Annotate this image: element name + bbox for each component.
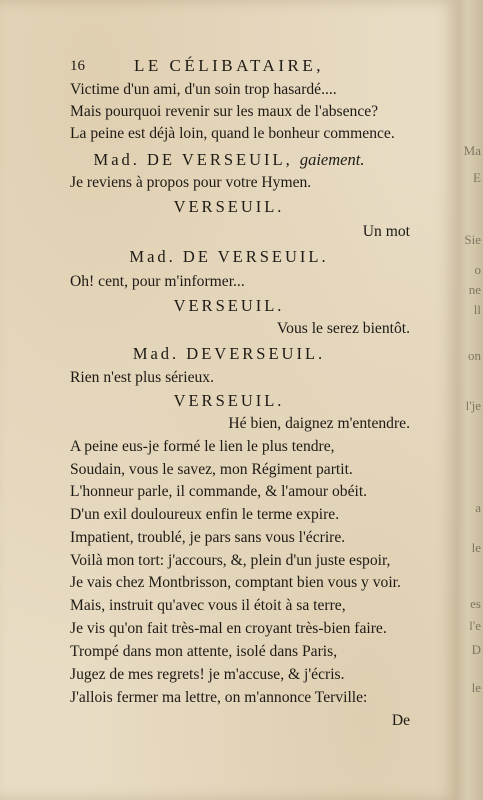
verse-line: Mais, instruit qu'avec vous il étoit à sa terre, bbox=[70, 597, 346, 614]
facing-page-fragment: D bbox=[471, 642, 481, 657]
verse-line: Trompé dans mon attente, isolé dans Paris, bbox=[70, 643, 338, 660]
verse-line: D'un exil douloureux enfin le terme expire. bbox=[70, 506, 340, 523]
running-title: LE CÉLIBATAIRE, bbox=[134, 56, 324, 75]
facing-page-fragment: le bbox=[471, 680, 481, 695]
page-number: 16 bbox=[70, 58, 85, 74]
speaker-heading: VERSEUIL. bbox=[173, 296, 285, 315]
verse-line: A peine eus-je formé le lien le plus tendre, bbox=[70, 438, 335, 455]
facing-page-fragment: on bbox=[468, 348, 481, 363]
verse-line: Hé bien, daignez m'entendre. bbox=[228, 415, 410, 432]
verse-line: Jugez de mes regrets! je m'accuse, & j'écris. bbox=[70, 666, 345, 683]
speaker-heading: VERSEUIL. bbox=[173, 197, 285, 216]
verse-line: Soudain, vous le savez, mon Régiment partit. bbox=[70, 461, 353, 478]
verse-line: Rien n'est plus sérieux. bbox=[70, 369, 214, 386]
verse-line: Oh! cent, pour m'informer... bbox=[70, 273, 245, 290]
facing-page-fragment: o bbox=[474, 262, 481, 277]
facing-page-fragment: le bbox=[471, 540, 481, 555]
verse-line: Victime d'un ami, d'un soin trop hasardé.... bbox=[70, 81, 337, 98]
facing-page-fragment: ll bbox=[473, 302, 481, 317]
verse-line: Mais pourquoi revenir sur les maux de l'absence? bbox=[70, 103, 379, 120]
speaker-heading bbox=[0, 150, 458, 170]
facing-page-fragment: l'je bbox=[465, 398, 481, 413]
speaker-heading: VERSEUIL. bbox=[173, 391, 285, 410]
verse-line: Je vais chez Montbrisson, comptant bien vous y voir. bbox=[70, 574, 401, 591]
facing-page-fragment: es bbox=[470, 596, 481, 611]
verse-line: J'allois fermer ma lettre, on m'annonce Terville: bbox=[70, 689, 368, 706]
facing-page-fragment: Sie bbox=[464, 232, 481, 247]
speaker-heading: Mad. DEVERSEUIL. bbox=[132, 344, 326, 363]
verse-line: Vous le serez bientôt. bbox=[276, 320, 410, 337]
facing-page-fragment: l'e bbox=[469, 618, 481, 633]
verse-line: Je reviens à propos pour votre Hymen. bbox=[70, 174, 312, 191]
verse-line: Je vis qu'on fait très-mal en croyant très-bien faire. bbox=[70, 620, 387, 637]
facing-page-fragment: a bbox=[475, 500, 481, 515]
verse-line: Impatient, troublé, je pars sans vous l'écrire. bbox=[70, 529, 346, 546]
catchword: De bbox=[391, 712, 410, 729]
facing-page-fragment: ne bbox=[468, 282, 481, 297]
facing-page-fragment: E bbox=[473, 170, 481, 185]
stage-direction: gaiement. bbox=[299, 150, 365, 169]
verse-line: Voilà mon tort: j'accours, &, plein d'un juste espoir, bbox=[70, 552, 391, 569]
verse-line: L'honneur parle, il commande, & l'amour obéit. bbox=[70, 483, 368, 500]
facing-page-edge bbox=[458, 0, 483, 800]
verse-line: La peine est déjà loin, quand le bonheur commence. bbox=[70, 125, 395, 142]
verse-line: Un mot bbox=[362, 223, 410, 240]
facing-page-fragment: Ma bbox=[463, 143, 481, 158]
speaker-name: Mad. DE VERSEUIL, bbox=[93, 150, 293, 169]
speaker-heading: Mad. DE VERSEUIL. bbox=[129, 247, 329, 266]
